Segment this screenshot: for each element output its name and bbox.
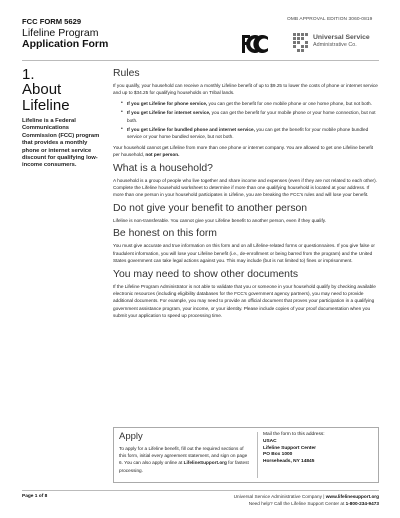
rules-bullet-phone: [121, 100, 379, 107]
rules-bullets: [121, 100, 379, 141]
apply-text-end: for fastest processing.: [119, 460, 249, 473]
main-content: [113, 68, 379, 323]
nontransfer-text: Lifeline is non-transferable. You cannot give your Lifeline benefit to another person, even if they qualify.: [113, 217, 327, 223]
apply-heading: Apply: [119, 431, 143, 442]
address-line-2: Lifeline Support Center: [263, 445, 317, 451]
footer-divider: [22, 490, 379, 491]
title-line-2: Application Form: [22, 38, 109, 51]
bullet-bold: If you get Lifeline for phone service,: [127, 100, 208, 106]
rules-bullet-internet: [121, 109, 379, 124]
apply-text-body: To apply for a Lifeline benefit, fill out the required sections of this form, initial every agreement statement, and sign on page 6. You can also apply online at: [119, 446, 248, 466]
bullet-bold: If you get Lifeline for internet service,: [127, 110, 211, 116]
form-number: FCC FORM 5629: [22, 17, 82, 26]
section-sidebar: [22, 67, 102, 170]
usac-wordmark: [313, 35, 370, 48]
section-title-line-1: About: [22, 81, 62, 98]
footer-website-link[interactable]: www.lifelinesupport.org: [325, 494, 379, 499]
header-divider: [22, 60, 379, 61]
address-line-4: Horseheads, NY 14845: [263, 459, 315, 465]
footer-line-1: [234, 494, 379, 501]
address-line-3: PO Box 1000: [263, 452, 293, 458]
rules-closing: [113, 144, 379, 159]
bullet-text: you can get the benefit for your mobile phone or your home connection, but not both.: [127, 110, 376, 123]
document-title: [22, 28, 108, 50]
footer-line-2: [234, 501, 379, 508]
household-heading: What is a household?: [113, 162, 213, 174]
bullet-text: you can get the benefit for your mobile phone bundled service or your home bundled service, but not both.: [127, 127, 369, 140]
footer-help-text: Need help? Call the Lifeline Support Center at: [248, 500, 346, 506]
footer-org: Universal Service Administrative Company |: [233, 494, 326, 499]
mail-label: Mail the form to this address:: [263, 432, 325, 437]
fcc-logo: [240, 33, 271, 55]
rules-bullet-bundled: [121, 126, 379, 141]
apply-text: [119, 445, 249, 474]
rules-intro: If you qualify, your household can receive a monthly Lifeline benefit of up to $9.25 to lower the costs of phone or internet service and up to $34.25 for qualifying households on Tribal lands.: [113, 83, 378, 96]
apply-link[interactable]: LifelineSupport.org: [183, 460, 227, 466]
mailing-address: [263, 432, 373, 466]
section-number: 1.: [22, 66, 35, 83]
honest-heading: Be honest on this form: [113, 228, 217, 240]
section-title-line-2: Lifeline: [22, 96, 70, 114]
address-line-1: USAC: [263, 438, 277, 444]
title-line-1: Lifeline Program: [22, 27, 99, 39]
footer-contact: [234, 494, 379, 507]
apply-divider: [257, 432, 258, 478]
bullet-bold: If you get Lifeline for bundled phone and internet service,: [127, 127, 255, 133]
usac-line-1: Universal Service: [313, 34, 370, 41]
household-text: A household is a group of people who live together and share income and expenses (even if they are not related to each other). Complete the Lifeline household worksheet to determine if more than one qualifying household is located at your address. If more than one person in your household participates in Lifeline, you are breaking the FCC's rules and will lose your benefit.: [113, 177, 377, 198]
apply-box: [113, 427, 379, 483]
honest-text: You must give accurate and true information on this form and on all Lifeline-related forms or questionnaires. If you give false or fraudulent information, you will lose your Lifeline benefit (i.e., de-enrollment or being barred from the program) and the United States government can take legal actions against you. This may include (but is not limited to) fines or imprisonment.: [113, 243, 375, 264]
closing-bold: not per person.: [145, 152, 180, 158]
bullet-text: you can get the benefit for one mobile phone or one home phone, but not both.: [207, 100, 372, 106]
section-lead: Lifeline is a Federal Communications Commission (FCC) program that provides a monthly phone or internet service discount for qualifying low-income consumers.: [22, 118, 100, 169]
page-number: Page 1 of 8: [22, 494, 48, 499]
closing-text: Your household cannot get Lifeline from more than one phone or internet company. You are allowed to get one Lifeline benefit per household,: [113, 144, 374, 158]
rules-heading: Rules: [113, 68, 140, 79]
documents-text: If the Lifeline Program Administrator is not able to validate that you or someone in your household qualify by checking available electronic resources (including eligibility databases for the FCC's government agency partners), you may need to provide additional documents. For example, you may need to provide an official document that proves your participation in a qualifying government assistance program, your income, or your identity. Please include copies of your proof documentation when you submit your application to speed up processing time.: [113, 283, 376, 319]
documents-heading: You may need to show other documents: [113, 268, 299, 280]
omb-approval: OMB APPROVAL EDITION 3060-0819: [287, 17, 373, 22]
usac-line-2: Administrative Co.: [313, 41, 357, 48]
nontransfer-heading: Do not give your benefit to another person: [113, 202, 308, 214]
apply-instructions: [119, 432, 249, 474]
usac-mark-icon: [292, 31, 310, 53]
footer-phone[interactable]: 1-800-234-9473: [345, 500, 379, 506]
